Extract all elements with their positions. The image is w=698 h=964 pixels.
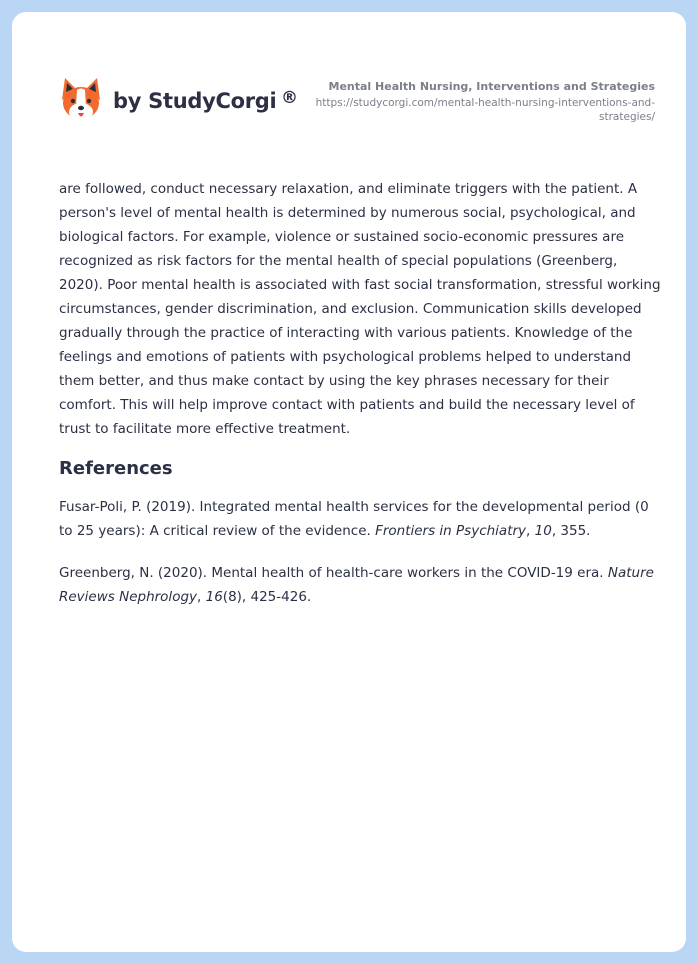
brand-name: by StudyCorgi [113,89,277,113]
reference-separator: , [526,523,535,539]
reference-pages: (8), 425-426. [222,589,312,605]
body-paragraph: are followed, conduct necessary relaxation, and eliminate triggers with the patient. A person's level of mental health is determined by numerous social, psychological, and biological factors. For example, violence or sustained socio-economic pressures are recognized as risk factors for the mental health of special populations (Greenberg, 2020). Poor mental health is associated with fast social transformation, stressful working circumstances, gender discrimination, and exclusion. Communication skills developed gradually through the practice of interacting with various patients. Knowledge of the feelings and emotions of patients with psychological problems helped to understand them better, and thus make contact by using the key phrases necessary for their comfort. This will help improve contact with patients and build the necessary level of trust to facilitate more effective treatment. [59,181,661,437]
document-title: Mental Health Nursing, Interventions and Strategies [328,80,655,93]
reference-separator: , [197,589,206,605]
reference-volume: 16 [205,589,223,605]
studycorgi-logo[interactable] [60,76,298,122]
reference-journal: Frontiers in Psychiatry [375,523,527,539]
document-meta [295,80,655,124]
references-heading: References [59,458,173,479]
document-page [12,12,686,952]
corgi-logo-icon [60,76,102,122]
reference-journal: Nature Reviews Nephrology [59,565,654,605]
reference-volume: 10 [534,523,552,539]
document-url[interactable]: https://studycorgi.com/mental-health-nursing-interventions-and-strategies/ [315,97,655,123]
registered-mark: ® [281,88,298,108]
reference-item [59,495,661,543]
reference-pages: , 355. [551,523,591,539]
reference-item [59,561,661,609]
reference-text: Greenberg, N. (2020). Mental health of health-care workers in the COVID-19 era. [59,565,608,581]
reference-text: Fusar-Poli, P. (2019). Integrated mental health services for the developmental period (0 to 25 years): A critical review of the evidence. [59,499,649,539]
